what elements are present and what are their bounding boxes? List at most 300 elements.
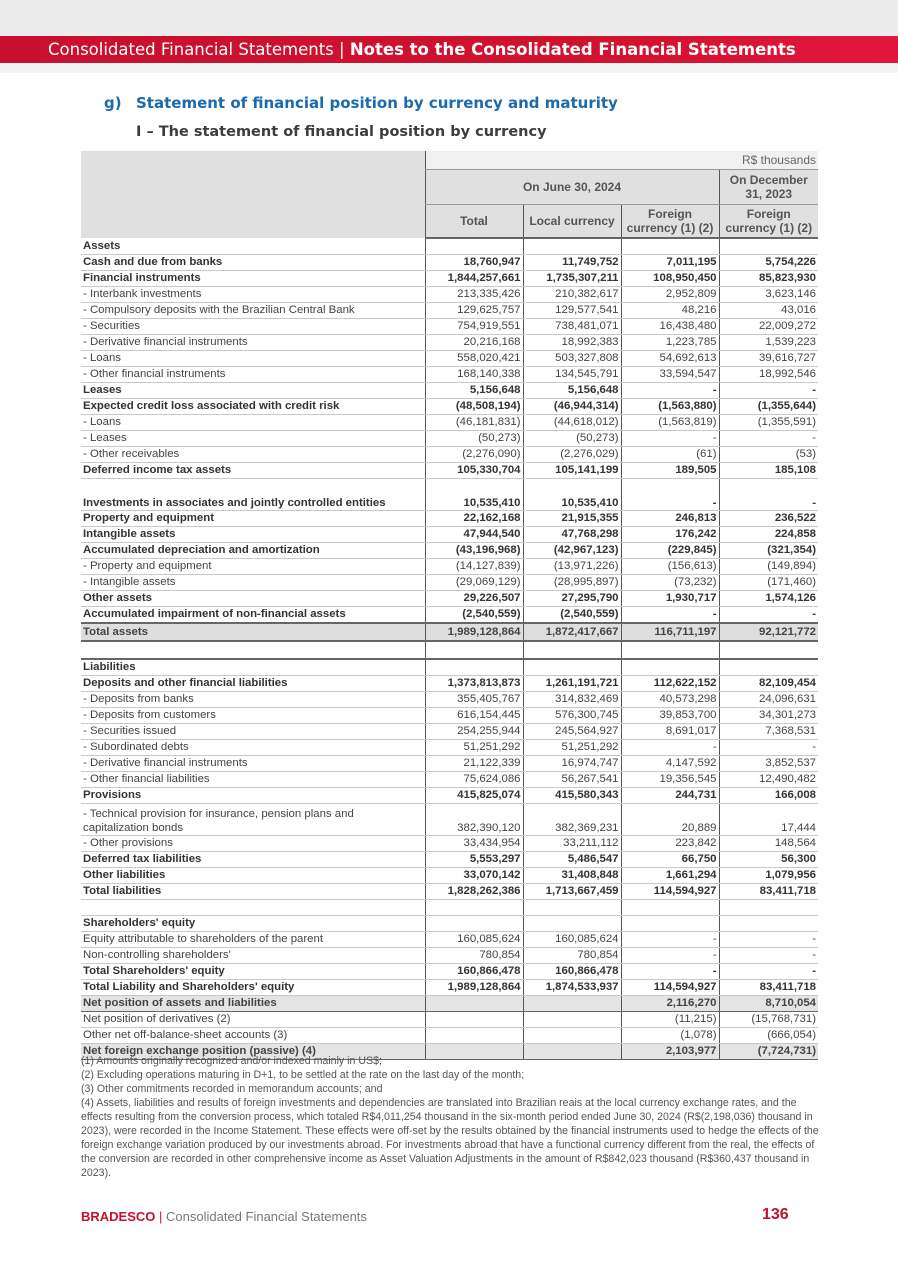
row-value: - — [719, 479, 818, 511]
row-value: 1,844,257,661 — [425, 271, 523, 287]
row-value: 2,103,977 — [621, 1044, 719, 1060]
row-label: Liabilities — [81, 659, 425, 676]
row-value — [425, 641, 523, 659]
row-value: (156,613) — [621, 559, 719, 575]
row-value — [523, 659, 621, 676]
row-value: 112,622,152 — [621, 676, 719, 692]
row-value — [523, 1012, 621, 1028]
table-row — [81, 591, 818, 607]
row-label: Deposits and other financial liabilities — [81, 676, 425, 692]
row-value — [719, 659, 818, 676]
table-row — [81, 676, 818, 692]
row-value — [621, 659, 719, 676]
row-value: - — [621, 383, 719, 399]
label-column-header — [81, 151, 425, 238]
table-row — [81, 383, 818, 399]
row-value: 160,866,478 — [523, 964, 621, 980]
table-row — [81, 948, 818, 964]
row-value: 47,944,540 — [425, 527, 523, 543]
row-value: 224,858 — [719, 527, 818, 543]
period-current: On June 30, 2024 — [425, 170, 719, 205]
table-row — [81, 724, 818, 740]
row-label: Financial instruments — [81, 271, 425, 287]
row-value: 47,768,298 — [523, 527, 621, 543]
row-value: (2,276,029) — [523, 447, 621, 463]
row-value: 382,369,231 — [523, 804, 621, 836]
row-value — [621, 916, 719, 932]
row-label: Accumulated depreciation and amortization — [81, 543, 425, 559]
row-value: 503,327,808 — [523, 351, 621, 367]
table-row — [81, 607, 818, 624]
row-value: 21,122,339 — [425, 756, 523, 772]
row-value: (2,540,559) — [425, 607, 523, 624]
row-label: Expected credit loss associated with credit risk — [81, 399, 425, 415]
table-row — [81, 527, 818, 543]
table-row — [81, 238, 818, 255]
row-value: - — [719, 431, 818, 447]
row-label: - Technical provision for insurance, pension plans and capitalization bonds — [81, 804, 425, 836]
row-label: - Intangible assets — [81, 575, 425, 591]
row-value: 105,330,704 — [425, 463, 523, 479]
table-row — [81, 1012, 818, 1028]
table-row — [81, 900, 818, 916]
row-label: - Interbank investments — [81, 287, 425, 303]
row-value: 1,989,128,864 — [425, 980, 523, 996]
row-label: Other assets — [81, 591, 425, 607]
row-value: (13,971,226) — [523, 559, 621, 575]
table-row — [81, 756, 818, 772]
table-row — [81, 659, 818, 676]
row-label: - Loans — [81, 415, 425, 431]
row-value: 1,373,813,873 — [425, 676, 523, 692]
row-value: (2,276,090) — [425, 447, 523, 463]
row-value: 18,992,546 — [719, 367, 818, 383]
row-value: 738,481,071 — [523, 319, 621, 335]
row-value — [425, 238, 523, 255]
section-heading — [104, 94, 618, 112]
row-label: Total Liability and Shareholders' equity — [81, 980, 425, 996]
row-value: 2,952,809 — [621, 287, 719, 303]
table-row — [81, 772, 818, 788]
row-value: (171,460) — [719, 575, 818, 591]
row-value: (1,355,591) — [719, 415, 818, 431]
row-value: - — [719, 607, 818, 624]
row-value: 114,594,927 — [621, 980, 719, 996]
row-value: 223,842 — [621, 836, 719, 852]
row-value: 160,866,478 — [425, 964, 523, 980]
row-value: 7,011,195 — [621, 255, 719, 271]
footnote: (2) Excluding operations maturing in D+1, to be settled at the rate on the last day of the month; — [81, 1069, 525, 1081]
row-value: 780,854 — [425, 948, 523, 964]
row-value: 39,853,700 — [621, 708, 719, 724]
row-value — [621, 641, 719, 659]
row-value — [523, 641, 621, 659]
row-label: Cash and due from banks — [81, 255, 425, 271]
row-value: 3,623,146 — [719, 287, 818, 303]
table-row — [81, 287, 818, 303]
table-row — [81, 916, 818, 932]
row-value: 576,300,745 — [523, 708, 621, 724]
row-value: 48,216 — [621, 303, 719, 319]
row-value: 314,832,469 — [523, 692, 621, 708]
row-value: 54,692,613 — [621, 351, 719, 367]
row-value: 5,754,226 — [719, 255, 818, 271]
row-value: 27,295,790 — [523, 591, 621, 607]
row-value: 5,486,547 — [523, 852, 621, 868]
row-label: - Derivative financial instruments — [81, 335, 425, 351]
row-value — [523, 238, 621, 255]
row-value: 22,009,272 — [719, 319, 818, 335]
row-value: 160,085,624 — [523, 932, 621, 948]
row-value: - — [621, 740, 719, 756]
row-value: 213,335,426 — [425, 287, 523, 303]
row-value: 246,813 — [621, 511, 719, 527]
row-value: 129,625,757 — [425, 303, 523, 319]
row-value: (28,995,897) — [523, 575, 621, 591]
row-value: 31,408,848 — [523, 868, 621, 884]
row-value: 415,825,074 — [425, 788, 523, 804]
top-margin — [0, 0, 898, 36]
table-row — [81, 543, 818, 559]
table-row — [81, 708, 818, 724]
table-row — [81, 740, 818, 756]
row-label — [81, 641, 425, 659]
row-value: - — [621, 431, 719, 447]
table-row — [81, 399, 818, 415]
row-value: (2,540,559) — [523, 607, 621, 624]
row-value: 1,079,956 — [719, 868, 818, 884]
row-value: 236,522 — [719, 511, 818, 527]
row-value: 33,594,547 — [621, 367, 719, 383]
row-value: (73,232) — [621, 575, 719, 591]
row-value: 114,594,927 — [621, 884, 719, 900]
row-value: 616,154,445 — [425, 708, 523, 724]
table-row — [81, 255, 818, 271]
row-value — [523, 900, 621, 916]
row-value: (1,563,819) — [621, 415, 719, 431]
row-value: - — [621, 948, 719, 964]
table-row — [81, 804, 818, 836]
row-value: 1,989,128,864 — [425, 623, 523, 641]
row-label: Deferred tax liabilities — [81, 852, 425, 868]
footnote: (3) Other commitments recorded in memorandum accounts; and — [81, 1083, 383, 1095]
row-value: 134,545,791 — [523, 367, 621, 383]
row-value: 16,974,747 — [523, 756, 621, 772]
row-value: - — [621, 964, 719, 980]
row-value: - — [719, 948, 818, 964]
footer-separator: | — [155, 1209, 167, 1224]
row-label: - Leases — [81, 431, 425, 447]
table-row — [81, 641, 818, 659]
row-value: (46,944,314) — [523, 399, 621, 415]
table-row — [81, 559, 818, 575]
row-value: (50,273) — [523, 431, 621, 447]
footnote: (4) Assets, liabilities and results of foreign investments and dependencies are translated into Brazilian reais at the local currency exchange rates, and the effects resulting from the conversion process, which totaled R$4,011,254 thousand in the six-month period ended June 30, 2024 (R$(2,198,036) thousand in 2023), were recorded in the Income Statement. These effects were off-set by the results obtained by the financial instruments used to hedge the effects of the foreign exchange variation produced by our investments abroad. For investments abroad that have a functional currency different from the real, the effects of the conversion are recorded in other comprehensive income as Asset Valuation Adjustments in the amount of R$842,023 thousand (R$360,437 thousand in 2023). — [81, 1097, 819, 1179]
row-value: (229,845) — [621, 543, 719, 559]
row-label: - Deposits from banks — [81, 692, 425, 708]
brand-logo-text: BRADESCO — [81, 1209, 156, 1224]
footnotes — [81, 1054, 819, 1180]
row-value: 1,874,533,937 — [523, 980, 621, 996]
row-value: 83,411,718 — [719, 980, 818, 996]
row-value: (149,894) — [719, 559, 818, 575]
row-value: 56,267,541 — [523, 772, 621, 788]
row-label: - Loans — [81, 351, 425, 367]
row-value: 82,109,454 — [719, 676, 818, 692]
period-prior: On December 31, 2023 — [719, 170, 818, 205]
row-value: (14,127,839) — [425, 559, 523, 575]
row-value: (1,078) — [621, 1028, 719, 1044]
row-value: 1,661,294 — [621, 868, 719, 884]
row-value: 129,577,541 — [523, 303, 621, 319]
row-value: (666,054) — [719, 1028, 818, 1044]
row-label: Net foreign exchange position (passive) (4) — [81, 1044, 425, 1060]
table-row — [81, 1028, 818, 1044]
row-value: 382,390,120 — [425, 804, 523, 836]
row-label — [81, 900, 425, 916]
row-label: - Securities issued — [81, 724, 425, 740]
row-value: (1,355,644) — [719, 399, 818, 415]
table-row — [81, 964, 818, 980]
column-header-foreign-currency: Foreign currency (1) (2) — [621, 205, 719, 239]
table-row — [81, 575, 818, 591]
row-value: (29,069,129) — [425, 575, 523, 591]
row-value: 160,085,624 — [425, 932, 523, 948]
table-row — [81, 692, 818, 708]
row-label: - Other receivables — [81, 447, 425, 463]
row-value: 29,226,507 — [425, 591, 523, 607]
row-value: 16,438,480 — [621, 319, 719, 335]
table-row — [81, 868, 818, 884]
row-value: 22,162,168 — [425, 511, 523, 527]
row-label: - Other provisions — [81, 836, 425, 852]
row-value: 92,121,772 — [719, 623, 818, 641]
row-value: 189,505 — [621, 463, 719, 479]
row-value: 21,915,355 — [523, 511, 621, 527]
footer-title: Consolidated Financial Statements — [166, 1209, 367, 1224]
row-label: - Deposits from customers — [81, 708, 425, 724]
row-value: (61) — [621, 447, 719, 463]
row-label: - Other financial instruments — [81, 367, 425, 383]
row-value — [425, 659, 523, 676]
row-value: 18,760,947 — [425, 255, 523, 271]
row-label: - Derivative financial instruments — [81, 756, 425, 772]
row-value: - — [719, 964, 818, 980]
row-value: (7,724,731) — [719, 1044, 818, 1060]
row-value: 116,711,197 — [621, 623, 719, 641]
row-value: 43,016 — [719, 303, 818, 319]
row-label: Net position of assets and liabilities — [81, 996, 425, 1012]
row-value: 56,300 — [719, 852, 818, 868]
row-label: Deferred income tax assets — [81, 463, 425, 479]
row-label: Total Shareholders' equity — [81, 964, 425, 980]
row-value: 75,624,086 — [425, 772, 523, 788]
row-value: 185,108 — [719, 463, 818, 479]
table-row — [81, 335, 818, 351]
row-value — [425, 916, 523, 932]
row-label: - Property and equipment — [81, 559, 425, 575]
row-value — [621, 238, 719, 255]
row-label: Provisions — [81, 788, 425, 804]
row-value: 168,140,338 — [425, 367, 523, 383]
row-value: 39,616,727 — [719, 351, 818, 367]
row-value: 66,750 — [621, 852, 719, 868]
row-value: - — [719, 932, 818, 948]
table-row — [81, 479, 818, 511]
row-label: - Compulsory deposits with the Brazilian Central Bank — [81, 303, 425, 319]
row-label: Property and equipment — [81, 511, 425, 527]
row-value: 19,356,545 — [621, 772, 719, 788]
table-row — [81, 884, 818, 900]
row-value: 1,574,126 — [719, 591, 818, 607]
row-value — [719, 900, 818, 916]
row-value: 33,070,142 — [425, 868, 523, 884]
header-subtitle: Notes to the Consolidated Financial Statements — [349, 40, 796, 59]
page-number: 136 — [762, 1206, 789, 1223]
row-value: 5,553,297 — [425, 852, 523, 868]
row-value: 1,828,262,386 — [425, 884, 523, 900]
table-row — [81, 836, 818, 852]
table-row — [81, 351, 818, 367]
row-value — [425, 996, 523, 1012]
row-value: 12,490,482 — [719, 772, 818, 788]
row-value: 1,713,667,459 — [523, 884, 621, 900]
row-label: - Securities — [81, 319, 425, 335]
footnote: (1) Amounts originally recognized and/or indexed mainly in US$; — [81, 1055, 382, 1067]
header-separator: | — [333, 40, 350, 59]
row-value: (43,196,968) — [425, 543, 523, 559]
row-value: 24,096,631 — [719, 692, 818, 708]
row-value: 1,223,785 — [621, 335, 719, 351]
row-label: Total assets — [81, 623, 425, 641]
table-row — [81, 463, 818, 479]
row-value: (1,563,880) — [621, 399, 719, 415]
row-value — [621, 900, 719, 916]
row-value: 166,008 — [719, 788, 818, 804]
table-row — [81, 415, 818, 431]
row-label: Other net off-balance-sheet accounts (3) — [81, 1028, 425, 1044]
row-value: 17,444 — [719, 804, 818, 836]
row-label: - Subordinated debts — [81, 740, 425, 756]
row-value: 1,872,417,667 — [523, 623, 621, 641]
row-value: 2,116,270 — [621, 996, 719, 1012]
row-value: 18,992,383 — [523, 335, 621, 351]
table-row — [81, 367, 818, 383]
row-value: (44,618,012) — [523, 415, 621, 431]
row-value: 34,301,273 — [719, 708, 818, 724]
row-value: 5,156,648 — [425, 383, 523, 399]
row-value: - — [621, 607, 719, 624]
row-value: 20,889 — [621, 804, 719, 836]
row-value: 105,141,199 — [523, 463, 621, 479]
row-value: 33,434,954 — [425, 836, 523, 852]
row-value — [719, 641, 818, 659]
row-value: 244,731 — [621, 788, 719, 804]
row-value: 8,691,017 — [621, 724, 719, 740]
currency-position-table — [81, 151, 818, 1060]
row-value — [523, 1028, 621, 1044]
row-value: 10,535,410 — [425, 479, 523, 511]
row-label: Other liabilities — [81, 868, 425, 884]
row-value: 148,564 — [719, 836, 818, 852]
subsection-heading: I – The statement of financial position by currency — [136, 124, 547, 140]
row-label: Equity attributable to shareholders of the parent — [81, 932, 425, 948]
row-value: - — [621, 479, 719, 511]
table-row — [81, 932, 818, 948]
row-value: 3,852,537 — [719, 756, 818, 772]
row-value — [425, 1012, 523, 1028]
row-value: 1,539,223 — [719, 335, 818, 351]
column-header-local-currency: Local currency — [523, 205, 621, 239]
table-row — [81, 980, 818, 996]
row-value: 754,919,551 — [425, 319, 523, 335]
row-value: 51,251,292 — [523, 740, 621, 756]
section-letter: g) — [104, 94, 122, 112]
row-value: 415,580,343 — [523, 788, 621, 804]
row-value: 780,854 — [523, 948, 621, 964]
row-label: Shareholders' equity — [81, 916, 425, 932]
table-row — [81, 319, 818, 335]
row-value: 176,242 — [621, 527, 719, 543]
row-value: (53) — [719, 447, 818, 463]
row-value: 245,564,927 — [523, 724, 621, 740]
row-label: Assets — [81, 238, 425, 255]
row-label: - Other financial liabilities — [81, 772, 425, 788]
row-label: Intangible assets — [81, 527, 425, 543]
table-row — [81, 303, 818, 319]
row-value: (321,354) — [719, 543, 818, 559]
row-label: Accumulated impairment of non-financial assets — [81, 607, 425, 624]
row-value: (11,215) — [621, 1012, 719, 1028]
row-value: 51,251,292 — [425, 740, 523, 756]
row-value: 33,211,112 — [523, 836, 621, 852]
row-value — [719, 238, 818, 255]
row-value: 1,930,717 — [621, 591, 719, 607]
table-body — [81, 238, 818, 1060]
row-value: 20,216,168 — [425, 335, 523, 351]
row-label: Investments in associates and jointly controlled entities — [81, 479, 425, 511]
row-value: 108,950,450 — [621, 271, 719, 287]
unit-label: R$ thousands — [425, 151, 818, 170]
row-value: 1,261,191,721 — [523, 676, 621, 692]
row-value: 558,020,421 — [425, 351, 523, 367]
footer — [81, 1209, 367, 1224]
row-value: (50,273) — [425, 431, 523, 447]
row-value: 1,735,307,211 — [523, 271, 621, 287]
header-banner — [0, 36, 898, 63]
section-title: Statement of financial position by currency and maturity — [136, 94, 618, 112]
table-row — [81, 788, 818, 804]
table-row — [81, 623, 818, 641]
table-row — [81, 852, 818, 868]
row-value: 11,749,752 — [523, 255, 621, 271]
row-value: 40,573,298 — [621, 692, 719, 708]
header-shadow — [0, 63, 898, 73]
row-value: 4,147,592 — [621, 756, 719, 772]
row-value: - — [621, 932, 719, 948]
table-row — [81, 447, 818, 463]
row-label: Leases — [81, 383, 425, 399]
row-value: - — [719, 740, 818, 756]
row-value: 254,255,944 — [425, 724, 523, 740]
table-row — [81, 511, 818, 527]
row-value — [523, 916, 621, 932]
row-value: 355,405,767 — [425, 692, 523, 708]
row-value: 210,382,617 — [523, 287, 621, 303]
row-value — [719, 916, 818, 932]
row-value: (46,181,831) — [425, 415, 523, 431]
column-header-foreign-currency-prior: Foreign currency (1) (2) — [719, 205, 818, 239]
